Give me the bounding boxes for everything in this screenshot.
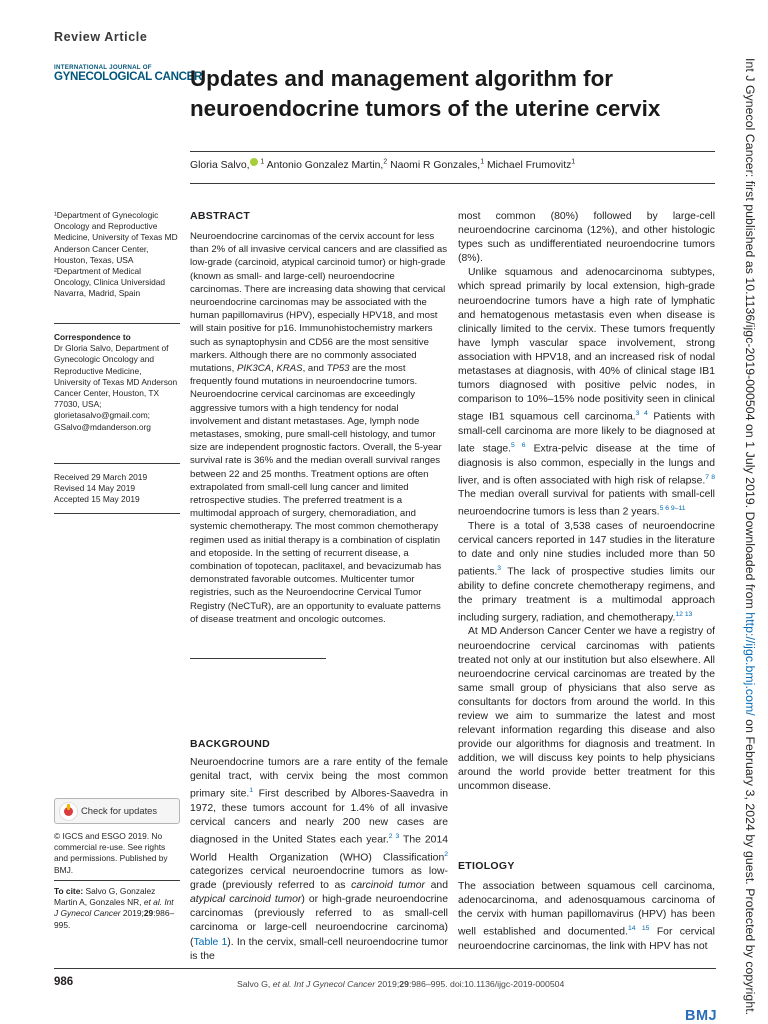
ref-link[interactable]: 3 — [497, 565, 502, 573]
vertical-text-b: on February 3, 2024 by guest. Protected by copyright. — [743, 715, 757, 1016]
to-cite-vol: 29 — [143, 908, 154, 919]
ref-link[interactable]: 5 6 — [511, 441, 526, 449]
to-cite-text2: 2019; — [120, 908, 144, 919]
check-for-updates-button[interactable] — [54, 798, 180, 824]
abstract-rule — [190, 658, 326, 659]
sidebar-rule-2 — [54, 463, 180, 464]
title-rule — [190, 151, 715, 152]
ref-link[interactable]: 7 8 — [705, 473, 715, 481]
author-2-affil: 2 — [383, 158, 388, 166]
p2a: Unlike squamous and adenocarcinoma subtypes, which spread primarily by local extension, high-grade neuroendocrine tumors have a high rate of lymphatic and hematogenous metastasis even when disease is clinically limited to the cervix. These tumors frequently have lymph vascular space involvement, strong association with HPV18, and an increased risk of nodal metastases at diagnosis, with 40% of clinical stage IB1 tumors diagnosed with positive pelvic nodes, in comparison to 10%–15% node positivity seen in clinical stage IB1 squamous cell carcinoma. — [458, 267, 715, 423]
to-cite-etal: et al. Int J Gynecol Cancer — [54, 897, 174, 919]
to-cite-text1: Salvo G, Gonzalez Martin A, Gonzales NR, — [54, 886, 156, 908]
abstract-part2: are the most frequently found mutations in neuroendocrine tumors. Neuroendocrine cervical carcinomas are exceedingly aggressive tumors with a high tendency for nodal involvement and distant metastases. Age, lymph node metastases, smoking, pure small-cell histology, and tumor size are independent prognostic factors. Overall, the 5-year survival rate is 36% and the median overall survival ranges between 22 and 25 months. Treatment options are often extrapolated from small-cell lung cancer and limited retrospective studies. The preferred treatment is a multimodal approach of surgery, chemoradiation, and systemic chemotherapy. The most common chemotherapy regimen used as initial therapy is a combination of cisplatin and etoposide. In the setting of recurrent disease, a combination of topotecan, paclitaxel, and bevacizumab has demonstrated favorable outcomes. Multicenter tumor registries, such as the Neuroendocrine Cervical Tumor Registry (NeCTuR), are an opportunity to evaluate patterns of disease treatment and oncologic outcomes. — [190, 363, 442, 625]
crossmark-icon — [59, 802, 78, 821]
etiology-heading: ETIOLOGY — [458, 860, 515, 872]
correspondence-heading: Correspondence to — [54, 332, 131, 342]
authors-rule — [190, 183, 715, 184]
background-heading: BACKGROUND — [190, 738, 270, 750]
ref-link[interactable]: 5 6 9–11 — [659, 505, 686, 513]
page-number: 986 — [54, 976, 74, 988]
footer-cite-a: Salvo G, — [237, 979, 273, 989]
gene-tp53: TP53 — [326, 363, 350, 375]
abstract-sep1: , — [271, 363, 277, 375]
p2c: Extra-pelvic disease at the time of diagnosis is also common, especially in the lungs and liver, and is often associated with high risk of relapse. — [458, 443, 715, 487]
abstract-text — [190, 230, 448, 626]
bg-t7: ). In the cervix, small-cell neuroendocrine tumor is the — [190, 936, 448, 962]
bg-t1: Neuroendocrine tumors are a rare entity of the female genital tract, with cervix being the most common primary site. — [190, 757, 448, 800]
abstract-part1: Neuroendocrine carcinomas of the cervix account for less than 2% of all invasive cervical cancers and are classified as low-grade (carcinoid, atypical carcinoid tumor) or high-grade (known as small- and large-cell) neuroendocrine carcinomas. There are increasing data showing that cervical neuroendocrine carcinomas may be associated with the human papillomavirus (HPV), especially HPV18, and most will stain positive for p16. Immunohistochemistry markers such as synaptophysin and CD56 are the most sensitive markers. Although there are no commonly associated mutations, — [190, 231, 448, 375]
affiliations — [54, 210, 180, 300]
gene-kras: KRAS — [276, 363, 303, 375]
right-paragraph-3 — [458, 520, 715, 626]
p3a: There is a total of 3,538 cases of neuroendocrine cervical cancers reported in 147 studies in the literature to date and only nine studies included more than 50 patients. — [458, 520, 715, 578]
bg-t4: categorizes cervical neuroendocrine tumors as low-grade (previously referred to as — [190, 866, 448, 892]
abstract-heading: ABSTRACT — [190, 210, 251, 222]
date-accepted: Accepted 15 May 2019 — [54, 494, 140, 505]
ref-link[interactable]: 14 15 — [627, 925, 650, 933]
p5b: For cervical neuroendocrine carcinomas, the link with HPV has not — [458, 926, 715, 952]
author-list — [190, 158, 710, 171]
bg-t6: ) or high-grade neuroendocrine carcinomas (previously referred to as small-cell carcinoma or large-cell neuroendocrine carcinoma) ( — [190, 894, 448, 948]
author-1-affil: 1 — [258, 158, 265, 166]
bg-term-atypical: atypical carcinoid tumor — [190, 894, 302, 906]
bmj-logo: BMJ — [685, 1008, 718, 1024]
ref-link[interactable]: 2 — [444, 850, 448, 858]
p2b: Patients with small-cell carcinoma are more likely to be diagnosed at late stage. — [458, 411, 715, 455]
ref-link[interactable]: 2 3 — [388, 832, 400, 840]
sidebar-rule-1 — [54, 323, 180, 324]
author-4-affil: 1 — [571, 158, 576, 166]
sidebar-rule-4 — [54, 880, 180, 881]
article-type: Review Article — [54, 30, 148, 44]
to-cite-text3: :986–995. — [54, 908, 175, 930]
footer-cite-b: 2019; — [375, 979, 400, 989]
correspondence-text: Dr Gloria Salvo, Department of Gynecologic Oncology and Reproductive Medicine, University of Texas MD Anderson Cancer Center, Houston, TX 77030, USA; glorietasalvo@gmail.com; GSalvo@mdanderson.org — [54, 343, 178, 432]
background-text — [190, 756, 448, 964]
author-3-affil: 1 — [480, 158, 485, 166]
table-1-link[interactable]: Table 1 — [193, 936, 228, 948]
journal-logo-line1: INTERNATIONAL JOURNAL OF — [54, 64, 152, 71]
footer-cite-vol: 29 — [399, 979, 409, 989]
correspondence — [54, 332, 180, 433]
right-paragraph-2 — [458, 266, 715, 519]
vertical-copyright-notice — [735, 58, 765, 1016]
p2d: The median overall survival for patients with small-cell neuroendocrine tumors is less than 2 years. — [458, 489, 715, 518]
article-dates — [54, 472, 180, 506]
date-revised: Revised 14 May 2019 — [54, 483, 136, 494]
right-column — [458, 210, 715, 795]
check-for-updates-label: Check for updates — [81, 805, 158, 816]
copyright-text: © IGCS and ESGO 2019. No commercial re-use. See rights and permissions. Published by BMJ. — [54, 831, 168, 875]
journal-logo — [54, 64, 203, 83]
p3b: The lack of prospective studies limits our ability to define concrete chemotherapy regimens, and the primary treatment is a multimodal approach including surgery, radiation, and chemotherapy. — [458, 566, 715, 624]
affiliation-2: ²Department of Medical Oncology, Clinica Universidad Navarra, Madrid, Spain — [54, 266, 166, 299]
article-title: Updates and management algorithm for neuroendocrine tumors of the uterine cervix — [190, 66, 661, 121]
bg-t5: and — [424, 880, 448, 892]
ref-link[interactable]: 12 13 — [675, 610, 693, 618]
p5a: The association between squamous cell carcinoma, adenocarcinoma, and adenosquamous carcinoma of the cervix with human papillomavirus (HPV) has been well established and documented. — [458, 881, 715, 938]
etiology-text — [458, 880, 715, 954]
journal-logo-line2: GYNECOLOGICAL CANCER — [54, 70, 203, 83]
footer-rule — [54, 968, 716, 969]
author-1[interactable]: Gloria Salvo, — [190, 160, 250, 171]
bg-t3: The 2014 World Health Organization (WHO) Classification — [190, 834, 448, 863]
date-received: Received 29 March 2019 — [54, 472, 148, 482]
to-cite-label: To cite: — [54, 886, 84, 896]
affiliation-1: ¹Department of Gynecologic Oncology and Reproductive Medicine, University of Texas MD Anderson Cancer Center, Houston, Texas, USA — [54, 210, 178, 265]
sidebar-rule-3 — [54, 513, 180, 514]
author-3[interactable]: Naomi R Gonzales, — [387, 160, 481, 171]
to-cite — [54, 886, 180, 931]
footer-cite-c: :986–995. doi:10.1136/ijgc-2019-000504 — [408, 979, 565, 989]
abstract-sep2: , and — [302, 363, 327, 375]
bg-t2: First described by Albores-Saavedra in 1972, these tumors account for 1.4% of all invasive cervical cancers and nearly 200 new cases are diagnosed in the United States each year. — [190, 788, 448, 846]
bg-term-carcinoid: carcinoid tumor — [351, 880, 425, 892]
right-paragraph-1: most common (80%) followed by large-cell neuroendocrine carcinoma (12%), and other histologic types such as undifferentiated neuroendocrine tumors (8%). — [458, 211, 715, 265]
author-4[interactable]: Michael Frumovitz — [484, 160, 572, 171]
footer-cite-etal: et al. Int J Gynecol Cancer — [272, 979, 376, 989]
journal-site-link[interactable]: http://ijgc.bmj.com/ — [743, 612, 757, 716]
ref-link[interactable]: 3 4 — [635, 410, 648, 418]
ref-link[interactable]: 1 — [249, 787, 254, 795]
right-paragraph-4: At MD Anderson Cancer Center we have a registry of neuroendocrine cervical carcinomas with patients treated not only at our institution but also elsewhere. All neuroendocrine cervical carcinomas are treated by the same small group of physicians that also serve as consultants for doctors from around the world. In this review we aim to summarize the latest and most relevant information regarding this disease and also provide our algorithms for diagnosis and treatment. In addition, we will discuss key points to help physicians around the world provide better treatment for this uncommon disease. — [458, 626, 715, 793]
copyright-note — [54, 831, 180, 876]
author-2[interactable]: Antonio Gonzalez Martin, — [264, 160, 384, 171]
gene-pik3ca: PIK3CA — [236, 363, 272, 375]
vertical-text-a: Int J Gynecol Cancer: first published as 10.1136/ijgc-2019-000504 on 1 July 2019. Downloaded from — [743, 58, 757, 613]
footer-citation — [237, 979, 564, 989]
